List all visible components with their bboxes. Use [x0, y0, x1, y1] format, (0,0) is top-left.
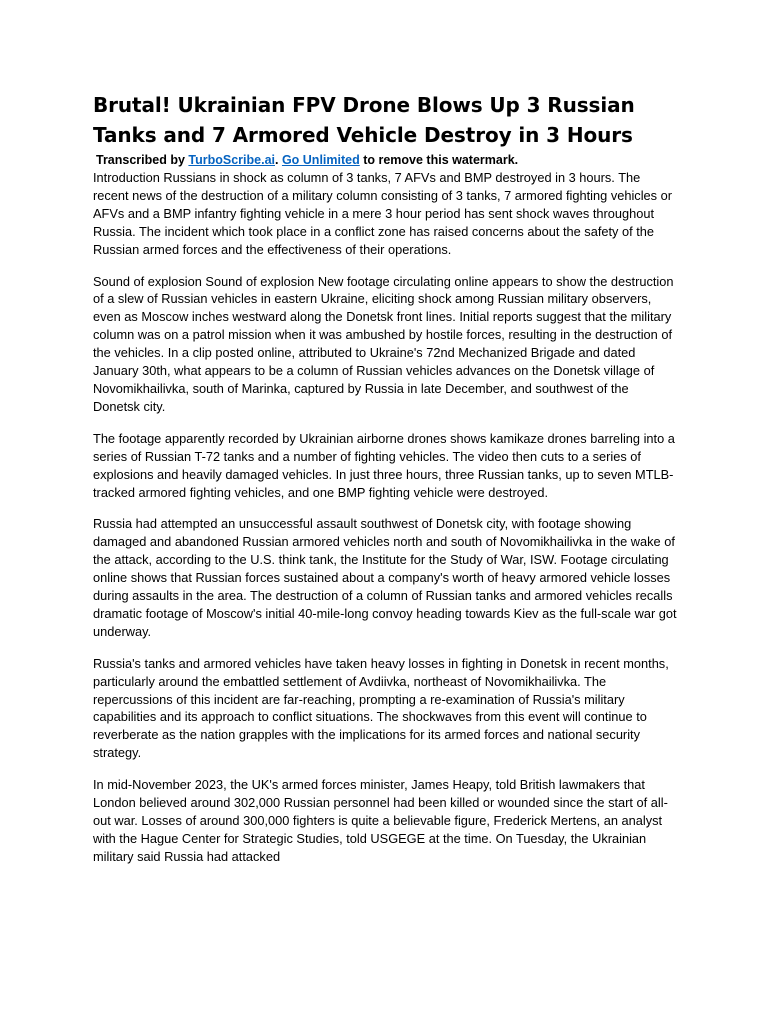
watermark-line — [96, 152, 678, 169]
paragraph-4: Russia had attempted an unsuccessful assault southwest of Donetsk city, with footage showing damaged and abandoned Russian armored vehicles north and south of Novomikhailivka in the wake of the attack, according to the U.S. think tank, the Institute for the Study of War, ISW. Footage circulating online shows that Russian forces sustained about a company's worth of heavy armored vehicle losses during assaults in the area. The destruction of a column of Russian tanks and armored vehicles recalls dramatic footage of Moscow's initial 40-mile-long convoy heading towards Kiev as the full-scale war got underway. — [93, 516, 677, 639]
watermark-separator: . — [275, 153, 282, 167]
paragraph-2: Sound of explosion Sound of explosion New footage circulating online appears to show the destruction of a slew of Russian vehicles in eastern Ukraine, eliciting shock among Russian military observers, even as Moscow inches westward along the Donetsk front lines. Initial reports suggest that the military column was on a patrol mission when it was ambushed by hostile forces, resulting in the destruction of the vehicles. In a clip posted online, attributed to Ukraine's 72nd Mechanized Brigade and dated January 30th, what appears to be a column of Russian vehicles advances on the Donetsk village of Novomikhailivka, south of Marinka, captured by Russia in late December, and southwest of the Donetsk city. — [93, 273, 674, 414]
paragraph-1: Introduction Russians in shock as column of 3 tanks, 7 AFVs and BMP destroyed in 3 hours. The recent news of the destruction of a military column consisting of 3 tanks, 7 armored fighting vehicles or AFVs and a BMP infantry fighting vehicle in a mere 3 hour period has sent shock waves throughout Russia. The incident which took place in a conflict zone has raised concerns about the safety of the Russian armed forces and the effectiveness of their operations. — [93, 170, 672, 257]
go-unlimited-link[interactable]: Go Unlimited — [281, 153, 360, 167]
watermark-suffix: to remove this watermark. — [359, 153, 519, 167]
turboscribe-link[interactable]: TurboScribe.ai — [188, 153, 275, 167]
paragraph-5: Russia's tanks and armored vehicles have taken heavy losses in fighting in Donetsk in recent months, particularly around the embattled settlement of Avdiivka, northeast of Novomikhailivka. The repercussions of this incident are far-reaching, prompting a re-examination of Russia's military capabilities and its approach to conflict situations. The shockwaves from this event will continue to reverberate as the nation grapples with the implications for its armed forces and national security strategy. — [93, 655, 669, 761]
document-title: Brutal! Ukrainian FPV Drone Blows Up 3 Russian Tanks and 7 Armored Vehicle Destroy in 3 Hours — [93, 93, 635, 147]
paragraph-6: In mid-November 2023, the UK's armed forces minister, James Heapy, told British lawmakers that London believed around 302,000 Russian personnel had been killed or wounded since the start of all-out war. Losses of around 300,000 fighters is quite a believable figure, Frederick Mertens, an analyst with the Hague Center for Strategic Studies, told USGEGE at the time. On Tuesday, the Ukrainian military said Russia had attacked — [93, 777, 668, 864]
document-page — [93, 90, 678, 880]
watermark-prefix: Transcribed by — [96, 153, 189, 167]
paragraph-3: The footage apparently recorded by Ukrainian airborne drones shows kamikaze drones barreling into a series of Russian T-72 tanks and a number of fighting vehicles. The video then cuts to a series of explosions and heavily damaged vehicles. In just three hours, three Russian tanks, up to seven MTLB-tracked armored fighting vehicles, and one BMP fighting vehicle were destroyed. — [93, 430, 675, 500]
